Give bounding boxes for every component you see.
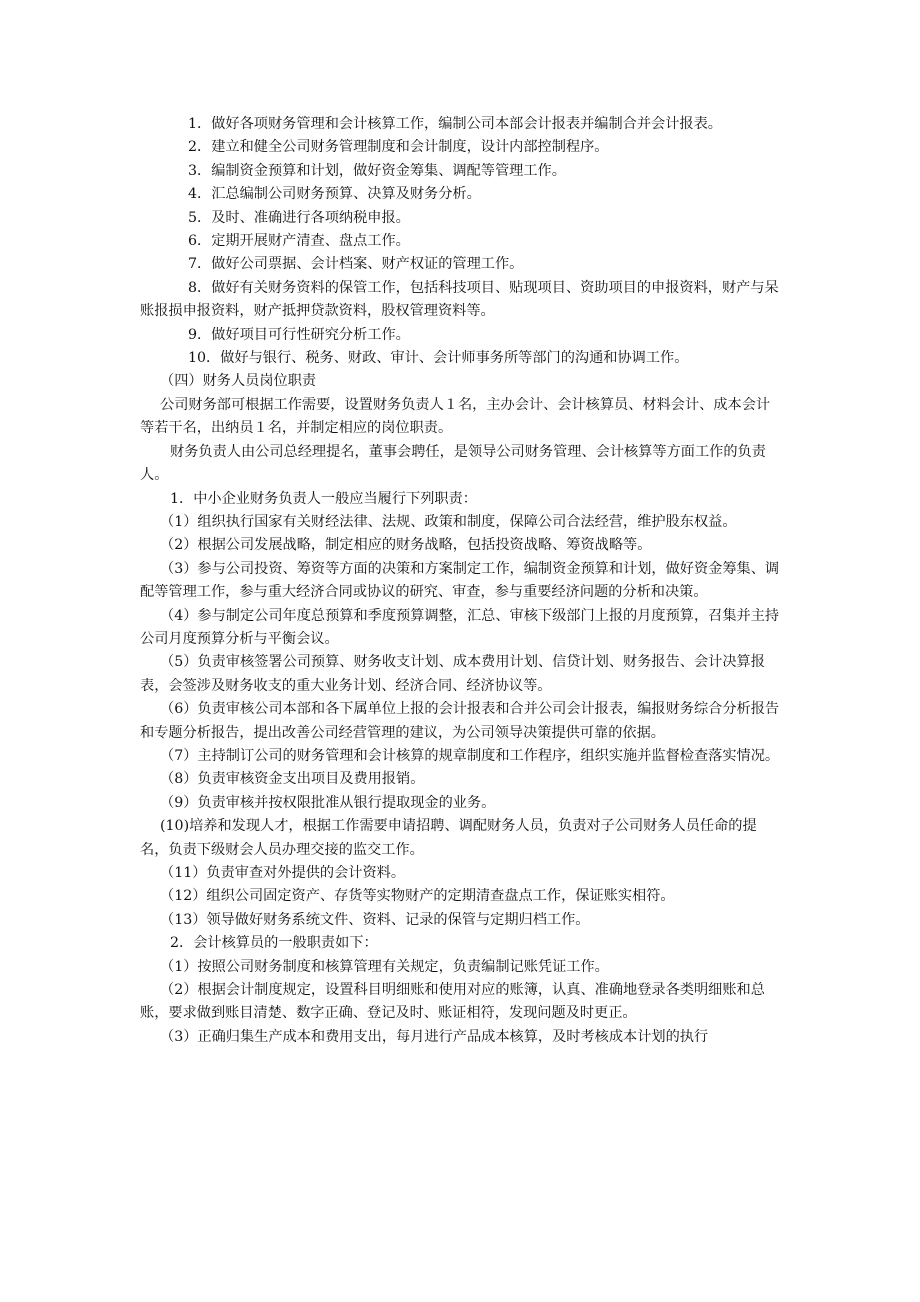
paragraph: （12）组织公司固定资产、存货等实物财产的定期清查盘点工作，保证账实相符。 bbox=[160, 888, 675, 905]
paragraph: 10．做好与银行、税务、财政、审计、会计师事务所等部门的沟通和协调工作。 bbox=[188, 350, 689, 367]
paragraph: （6）负责审核公司本部和各下属单位上报的会计报表和合并公司会计报表，编报财务综合分析报告和专题分析报告，提出改善公司经营管理的建议，为公司领导决策提供可靠的依据。 bbox=[140, 701, 780, 741]
paragraph: （7）主持制订公司的财务管理和会计核算的规章制度和工作程序，组织实施并监督检查落实情况。 bbox=[160, 747, 780, 764]
paragraph: （8）负责审核资金支出项目及费用报销。 bbox=[160, 771, 425, 788]
paragraph: 1．中小企业财务负责人一般应当履行下列职责： bbox=[170, 490, 477, 507]
paragraph: 财务负责人由公司总经理提名，董事会聘任，是领导公司财务管理、会计核算等方面工作的负责人。 bbox=[140, 443, 766, 484]
paragraph: 6．定期开展财产清查、盘点工作。 bbox=[188, 233, 410, 250]
paragraph: 2．建立和健全公司财务管理制度和会计制度，设计内部控制程序。 bbox=[188, 139, 609, 156]
document-body bbox=[140, 113, 782, 1049]
paragraph: 3．编制资金预算和计划，做好资金筹集、调配等管理工作。 bbox=[188, 162, 566, 179]
paragraph: (10)培养和发现人才，根据工作需要申请招聘、调配财务人员，负责对子公司财务人员任命的提名，负责下级财会人员办理交接的监交工作。 bbox=[140, 818, 757, 858]
paragraph: （四）财务人员岗位职责 bbox=[160, 373, 317, 390]
paragraph: （3）正确归集生产成本和费用支出，每月进行产品成本核算，及时考核成本计划的执行 bbox=[160, 1028, 709, 1045]
paragraph: 4．汇总编制公司财务预算、决算及财务分析。 bbox=[188, 186, 481, 203]
paragraph: （4）参与制定公司年度总预算和季度预算调整，汇总、审核下级部门上报的月度预算，召集并主持公司月度预算分析与平衡会议。 bbox=[140, 607, 780, 647]
paragraph: （1）按照公司财务制度和核算管理有关规定，负责编制记账凭证工作。 bbox=[160, 958, 609, 975]
paragraph: （5）负责审核签署公司预算、财务收支计划、成本费用计划、信贷计划、财务报告、会计决算报表，会签涉及财务收支的重大业务计划、经济合同、经济协议等。 bbox=[140, 654, 765, 694]
paragraph: （9）负责审核并按权限批准从银行提取现金的业务。 bbox=[160, 794, 496, 811]
paragraph: （3）参与公司投资、筹资等方面的决策和方案制定工作，编制资金预算和计划，做好资金筹集、调配等管理工作，参与重大经济合同或协议的研究、审查，参与重要经济问题的分析和决策。 bbox=[140, 560, 780, 601]
paragraph: 7．做好公司票据、会计档案、财产权证的管理工作。 bbox=[188, 256, 524, 273]
paragraph: 2．会计核算员的一般职责如下： bbox=[170, 935, 378, 952]
paragraph: 1．做好各项财务管理和会计核算工作，编制公司本部会计报表并编制合并会计报表。 bbox=[188, 116, 722, 132]
paragraph: 8．做好有关财务资料的保管工作，包括科技项目、贴现项目、资助项目的申报资料，财产与呆账报损申报资料，财产抵押贷款资料，股权管理资料等。 bbox=[140, 279, 779, 320]
paragraph: （1）组织执行国家有关财经法律、法规、政策和制度，保障公司合法经营，维护股东权益。 bbox=[160, 513, 737, 530]
paragraph: 公司财务部可根据工作需要，设置财务负责人１名，主办会计、会计核算员、材料会计、成本会计等若干名，出纳员１名，并制定相应的岗位职责。 bbox=[140, 396, 771, 437]
paragraph: （13）领导做好财务系统文件、资料、记录的保管与定期归档工作。 bbox=[160, 911, 590, 928]
paragraph: 9．做好项目可行性研究分析工作。 bbox=[188, 326, 410, 343]
paragraph: （11）负责审查对外提供的会计资料。 bbox=[160, 865, 406, 881]
paragraph: （2）根据公司发展战略，制定相应的财务战略，包括投资战略、筹资战略等。 bbox=[160, 537, 652, 554]
paragraph: 5．及时、准确进行各项纳税申报。 bbox=[188, 209, 410, 226]
paragraph: （2）根据会计制度规定，设置科目明细账和使用对应的账簿，认真、准确地登录各类明细账和总账，要求做到账目清楚、数字正确、登记及时、账证相符，发现问题及时更正。 bbox=[140, 982, 765, 1022]
